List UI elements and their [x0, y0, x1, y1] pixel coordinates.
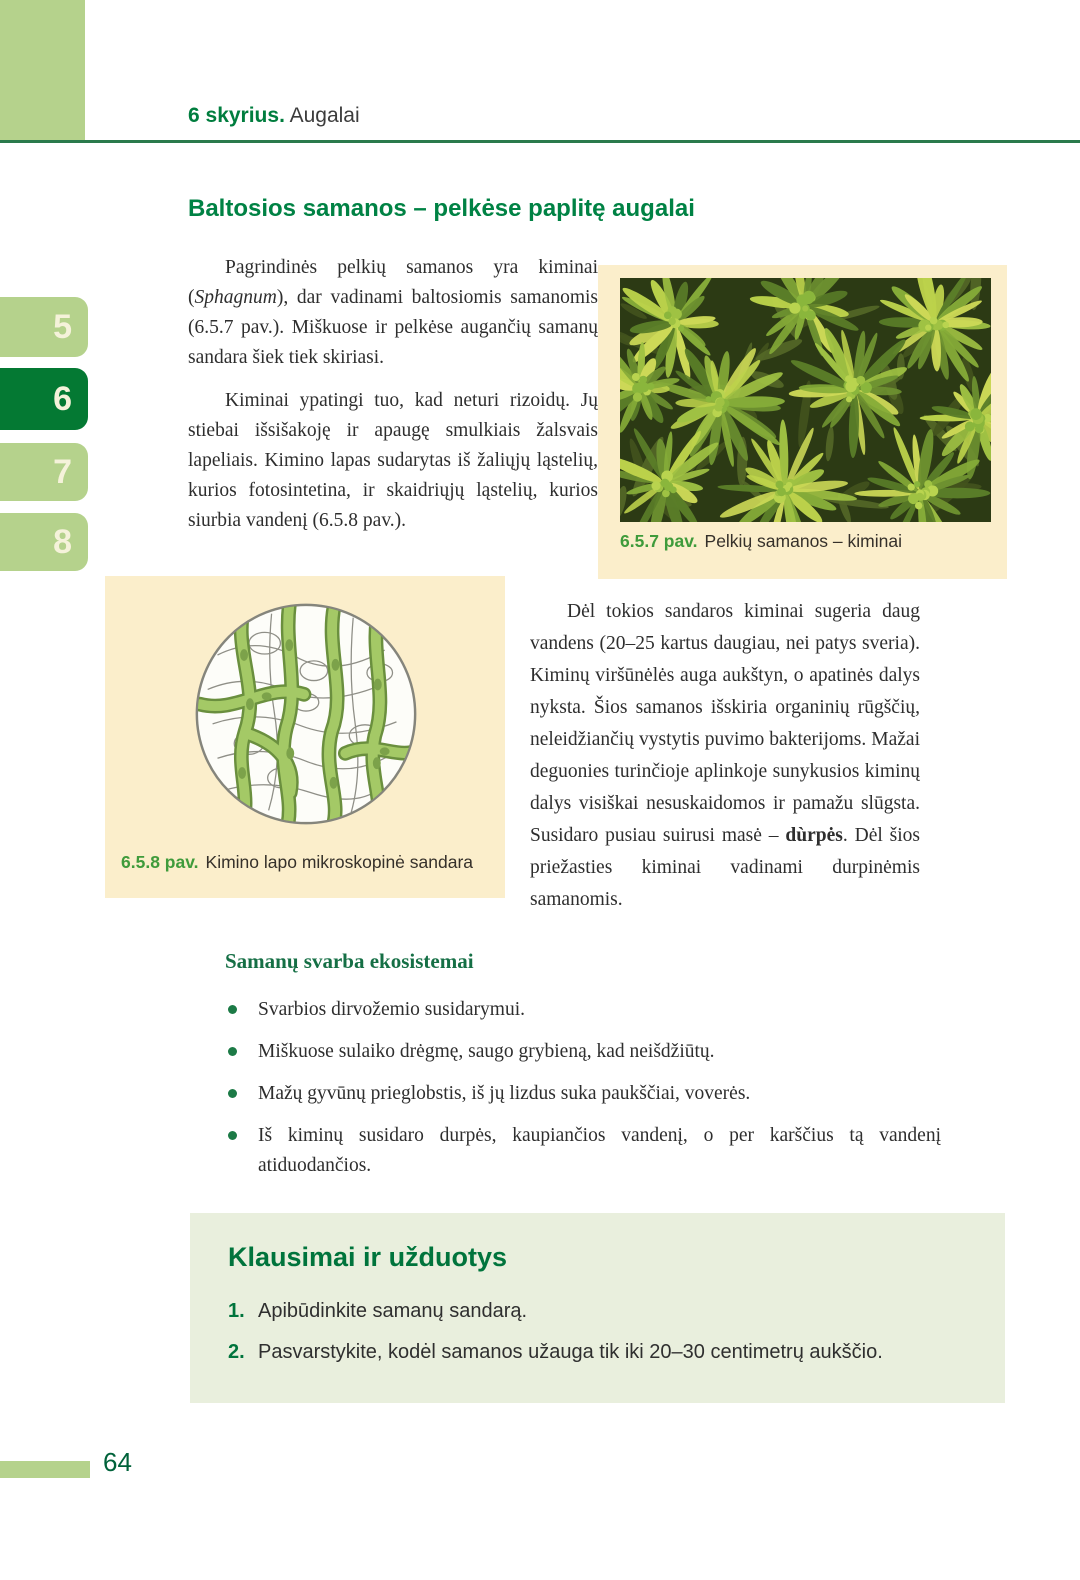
tab-number: 5: [53, 307, 72, 346]
question-number: 1.: [228, 1300, 245, 1322]
chapter-tab-8: [0, 513, 88, 571]
figure-657-caption-text: Pelkių samanos – kiminai: [704, 531, 902, 551]
bullet-dot-icon: [228, 1131, 237, 1140]
bullet-text: Iš kiminų susidaro durpės, kaupiančios vandenį, o per karščius tą vandenį atiduodančios.: [258, 1125, 941, 1176]
chapter-tab-7: [0, 443, 88, 501]
figure-658-label: 6.5.8 pav.: [121, 852, 199, 872]
chapter-header: [188, 104, 360, 128]
question-number: 2.: [228, 1341, 245, 1363]
figure-657-panel: [598, 265, 1007, 579]
ecosystem-importance-section: [225, 949, 941, 1193]
question-text: Apibūdinkite samanų sandarą.: [258, 1300, 528, 1322]
paragraph-2: Kiminai ypatingi tuo, kad neturi rizoidų. Jų stiebai išsišakoję ir apaugę smulkiais žalsvais lapeliais. Kimino lapas sudarytas iš žaliųjų ląstelių, kurios fotosintetina, ir skaidriųjų ląstelių, kurios siurbia vandenį (6.5.8 pav.).: [188, 390, 598, 531]
chapter-number-label: 6 skyrius.: [188, 104, 285, 127]
questions-heading: Klausimai ir užduotys: [228, 1242, 508, 1272]
question-text: Pasvarstykite, kodėl samanos užauga tik iki 20–30 centimetrų aukščio.: [258, 1341, 883, 1363]
bullet-dot-icon: [228, 1089, 237, 1098]
moss-leaf-microscopy-drawing: [188, 596, 424, 832]
latin-species-name: Sphagnum: [194, 287, 277, 308]
bullet-dot-icon: [228, 1047, 237, 1056]
question-1: [228, 1298, 965, 1324]
question-2: [228, 1339, 965, 1365]
bullet-dot-icon: [228, 1005, 237, 1014]
figure-658-panel: [105, 576, 505, 898]
ecosystem-bullet-list: [225, 995, 941, 1181]
figure-657-label: 6.5.7 pav.: [620, 531, 698, 551]
body-text-column: [530, 596, 920, 916]
paragraph-3-end: . Dėl šios priežasties kiminai vadinami durpinėmis samanomis.: [530, 825, 921, 910]
list-item: [225, 995, 941, 1025]
tab-number: 6: [53, 379, 72, 418]
tab-number: 8: [53, 522, 72, 561]
paragraph-3: [530, 596, 920, 916]
footer-decoration-bar: [0, 1461, 90, 1478]
list-item: [225, 1079, 941, 1109]
paragraph-1-end: ), dar vadinami baltosiomis samanomis (6.5.7 pav.). Miškuose ir pelkėse augančių samanų sandara šiek tiek skiriasi.: [188, 287, 598, 368]
bullet-text: Mažų gyvūnų prieglobstis, iš jų lizdus suka paukščiai, voverės.: [258, 1083, 751, 1104]
figure-658-caption: [121, 852, 473, 873]
paragraph-3-start: Dėl tokios sandaros kiminai sugeria daug vandens (20–25 kartus daugiau, nei patys sveria). Kiminų viršūnėlės auga aukštyn, o apatinės dalys nyksta. Šios samanos išskiria organinių rūgščių, neleidžiančių vystytis puvimo bakterijoms. Mažai deguonies turinčioje aplinkoje sunykusios kiminų dalys visiškai nesuskaidomos ir pamažu slūgsta. Susidaro pusiau suirusi masė –: [530, 601, 920, 846]
paragraph-1-start: Pagrindinės pelkių samanos yra kiminai (: [188, 257, 598, 308]
paragraph-1: [188, 253, 598, 373]
chapter-tab-5: [0, 297, 88, 357]
corner-decoration: [0, 0, 85, 140]
bullet-text: Svarbios dirvožemio susidarymui.: [258, 999, 526, 1020]
list-item: [225, 1037, 941, 1067]
figure-658-caption-text: Kimino lapo mikroskopinė sandara: [205, 852, 474, 872]
ecosystem-heading: Samanų svarba ekosistemai: [225, 949, 474, 973]
tab-number: 7: [53, 452, 72, 491]
bullet-text: Miškuose sulaiko drėgmę, saugo grybieną, kad neišdžiūtų.: [258, 1041, 715, 1062]
chapter-name: Augalai: [284, 104, 360, 127]
figure-657-caption: [620, 531, 902, 552]
questions-and-tasks-box: [190, 1213, 1005, 1403]
chapter-tab-6-active: [0, 368, 88, 430]
key-term-durpes: dùrpės: [785, 825, 843, 846]
list-item: [225, 1121, 941, 1181]
sphagnum-moss-photo: [620, 278, 991, 522]
page-number: 64: [103, 1447, 132, 1477]
section-title: Baltosios samanos – pelkėse paplitę augalai: [188, 195, 695, 222]
intro-text-column: [188, 253, 598, 549]
header-rule: [0, 140, 1080, 143]
